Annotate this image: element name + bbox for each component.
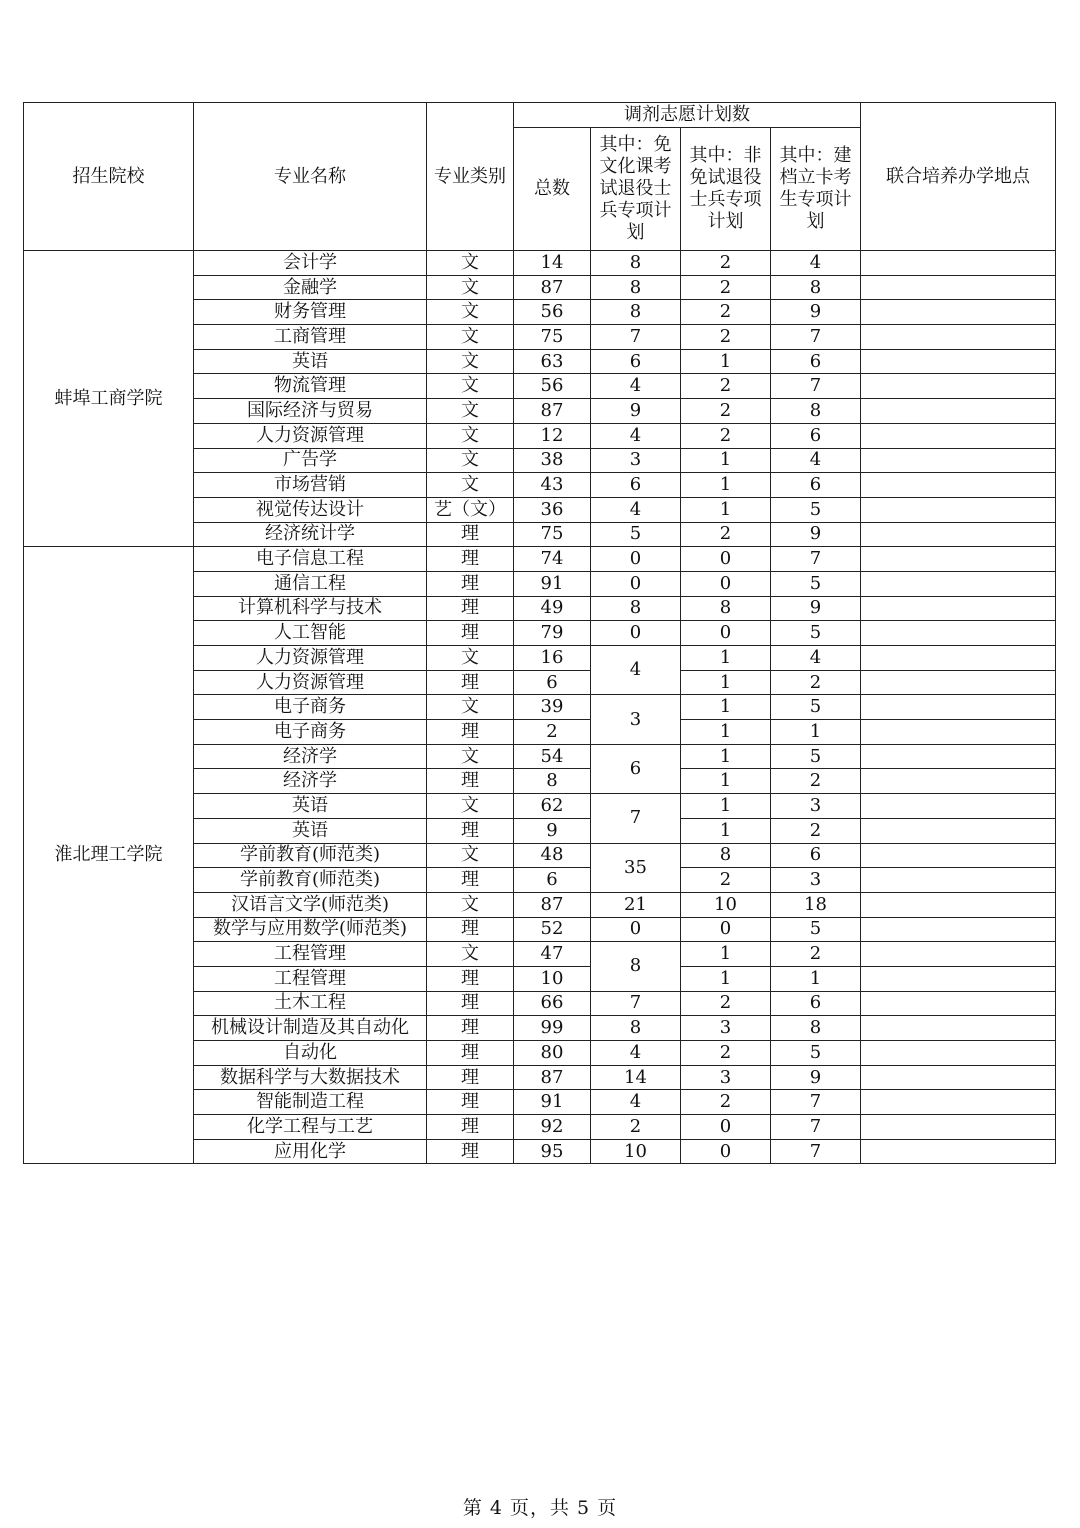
archived-cell: 5 [771,571,861,596]
location-cell [861,942,1056,967]
location-cell [861,473,1056,498]
category-cell: 文 [427,695,514,720]
category-cell: 文 [427,843,514,868]
major-cell: 经济统计学 [194,522,427,547]
category-cell: 艺（文） [427,497,514,522]
location-cell [861,621,1056,646]
total-cell: 8 [514,769,591,794]
total-cell: 36 [514,497,591,522]
total-cell: 9 [514,818,591,843]
archived-cell: 4 [771,251,861,276]
location-cell [861,374,1056,399]
major-cell: 学前教育(师范类) [194,868,427,893]
total-cell: 79 [514,621,591,646]
exempt-cell: 3 [591,448,681,473]
location-cell [861,251,1056,276]
major-cell: 学前教育(师范类) [194,843,427,868]
major-cell: 汉语言文学(师范类) [194,892,427,917]
exempt-cell: 0 [591,917,681,942]
nonexempt-cell: 1 [681,942,771,967]
header-plan-group: 调剂志愿计划数 [514,103,861,128]
location-cell [861,547,1056,572]
table-row [24,547,1056,572]
nonexempt-cell: 1 [681,744,771,769]
exempt-cell: 4 [591,374,681,399]
location-cell [861,769,1056,794]
school-cell: 淮北理工学院 [24,547,194,1164]
location-cell [861,300,1056,325]
location-cell [861,670,1056,695]
header-major: 专业名称 [194,103,427,251]
total-cell: 56 [514,374,591,399]
nonexempt-cell: 2 [681,300,771,325]
archived-cell: 5 [771,621,861,646]
nonexempt-cell: 0 [681,547,771,572]
major-cell: 计算机科学与技术 [194,596,427,621]
exempt-cell: 7 [591,325,681,350]
header-category: 专业类别 [427,103,514,251]
location-cell [861,892,1056,917]
header-nonexempt-veteran: 其中：非免试退役士兵专项计划 [681,128,771,251]
major-cell: 数据科学与大数据技术 [194,1065,427,1090]
location-cell [861,1139,1056,1164]
category-cell: 理 [427,1139,514,1164]
exempt-cell: 0 [591,571,681,596]
nonexempt-cell: 0 [681,621,771,646]
exempt-cell: 0 [591,621,681,646]
category-cell: 理 [427,571,514,596]
major-cell: 工程管理 [194,942,427,967]
location-cell [861,275,1056,300]
exempt-cell: 8 [591,275,681,300]
archived-cell: 6 [771,843,861,868]
major-cell: 人力资源管理 [194,646,427,671]
location-cell [861,1090,1056,1115]
nonexempt-cell: 1 [681,818,771,843]
major-cell: 数学与应用数学(师范类) [194,917,427,942]
header-location: 联合培养办学地点 [861,103,1056,251]
location-cell [861,448,1056,473]
exempt-cell: 4 [591,1041,681,1066]
archived-cell: 7 [771,1139,861,1164]
nonexempt-cell: 1 [681,448,771,473]
category-cell: 理 [427,670,514,695]
exempt-cell: 4 [591,1090,681,1115]
archived-cell: 9 [771,300,861,325]
major-cell: 工程管理 [194,966,427,991]
nonexempt-cell: 1 [681,349,771,374]
archived-cell: 3 [771,868,861,893]
total-cell: 6 [514,670,591,695]
exempt-cell: 2 [591,1115,681,1140]
major-cell: 人力资源管理 [194,670,427,695]
nonexempt-cell: 2 [681,399,771,424]
archived-cell: 6 [771,423,861,448]
total-cell: 6 [514,868,591,893]
total-cell: 56 [514,300,591,325]
total-cell: 87 [514,275,591,300]
exempt-cell: 8 [591,251,681,276]
major-cell: 会计学 [194,251,427,276]
nonexempt-cell: 2 [681,991,771,1016]
exempt-cell: 6 [591,349,681,374]
nonexempt-cell: 2 [681,251,771,276]
location-cell [861,571,1056,596]
header-total: 总数 [514,128,591,251]
total-cell: 43 [514,473,591,498]
nonexempt-cell: 8 [681,843,771,868]
archived-cell: 1 [771,966,861,991]
total-cell: 39 [514,695,591,720]
archived-cell: 4 [771,646,861,671]
nonexempt-cell: 0 [681,1139,771,1164]
major-cell: 应用化学 [194,1139,427,1164]
major-cell: 机械设计制造及其自动化 [194,1016,427,1041]
major-cell: 财务管理 [194,300,427,325]
nonexempt-cell: 1 [681,794,771,819]
exempt-cell: 8 [591,942,681,991]
major-cell: 经济学 [194,769,427,794]
exempt-cell: 7 [591,794,681,843]
nonexempt-cell: 2 [681,423,771,448]
nonexempt-cell: 0 [681,917,771,942]
category-cell: 理 [427,868,514,893]
category-cell: 文 [427,794,514,819]
category-cell: 文 [427,325,514,350]
nonexempt-cell: 2 [681,374,771,399]
total-cell: 91 [514,571,591,596]
archived-cell: 5 [771,744,861,769]
total-cell: 62 [514,794,591,819]
nonexempt-cell: 3 [681,1065,771,1090]
archived-cell: 4 [771,448,861,473]
nonexempt-cell: 1 [681,497,771,522]
total-cell: 87 [514,1065,591,1090]
major-cell: 广告学 [194,448,427,473]
archived-cell: 8 [771,399,861,424]
major-cell: 视觉传达设计 [194,497,427,522]
location-cell [861,843,1056,868]
total-cell: 87 [514,399,591,424]
category-cell: 文 [427,349,514,374]
exempt-cell: 4 [591,423,681,448]
major-cell: 英语 [194,818,427,843]
header-school: 招生院校 [24,103,194,251]
nonexempt-cell: 1 [681,720,771,745]
total-cell: 99 [514,1016,591,1041]
location-cell [861,917,1056,942]
total-cell: 52 [514,917,591,942]
category-cell: 文 [427,399,514,424]
total-cell: 80 [514,1041,591,1066]
location-cell [861,991,1056,1016]
category-cell: 文 [427,646,514,671]
archived-cell: 8 [771,275,861,300]
major-cell: 自动化 [194,1041,427,1066]
major-cell: 市场营销 [194,473,427,498]
category-cell: 理 [427,1016,514,1041]
total-cell: 74 [514,547,591,572]
archived-cell: 2 [771,769,861,794]
major-cell: 化学工程与工艺 [194,1115,427,1140]
exempt-cell: 0 [591,547,681,572]
category-cell: 理 [427,547,514,572]
header-row [24,103,1056,128]
major-cell: 土木工程 [194,991,427,1016]
archived-cell: 18 [771,892,861,917]
major-cell: 物流管理 [194,374,427,399]
category-cell: 理 [427,1041,514,1066]
category-cell: 文 [427,423,514,448]
exempt-cell: 35 [591,843,681,892]
archived-cell: 2 [771,818,861,843]
major-cell: 智能制造工程 [194,1090,427,1115]
total-cell: 48 [514,843,591,868]
total-cell: 92 [514,1115,591,1140]
page-footer: 第 4 页，共 5 页 [462,1497,618,1519]
exempt-cell: 7 [591,991,681,1016]
location-cell [861,1065,1056,1090]
location-cell [861,1041,1056,1066]
major-cell: 通信工程 [194,571,427,596]
archived-cell: 5 [771,1041,861,1066]
exempt-cell: 8 [591,596,681,621]
archived-cell: 7 [771,547,861,572]
location-cell [861,868,1056,893]
nonexempt-cell: 1 [681,966,771,991]
major-cell: 经济学 [194,744,427,769]
exempt-cell: 8 [591,300,681,325]
total-cell: 12 [514,423,591,448]
major-cell: 英语 [194,349,427,374]
category-cell: 文 [427,251,514,276]
nonexempt-cell: 1 [681,473,771,498]
nonexempt-cell: 2 [681,325,771,350]
location-cell [861,818,1056,843]
exempt-cell: 5 [591,522,681,547]
location-cell [861,325,1056,350]
exempt-cell: 6 [591,744,681,793]
archived-cell: 9 [771,1065,861,1090]
nonexempt-cell: 2 [681,522,771,547]
total-cell: 91 [514,1090,591,1115]
location-cell [861,399,1056,424]
location-cell [861,349,1056,374]
nonexempt-cell: 1 [681,646,771,671]
exempt-cell: 4 [591,646,681,695]
category-cell: 文 [427,744,514,769]
archived-cell: 7 [771,374,861,399]
major-cell: 国际经济与贸易 [194,399,427,424]
major-cell: 工商管理 [194,325,427,350]
exempt-cell: 14 [591,1065,681,1090]
category-cell: 文 [427,942,514,967]
nonexempt-cell: 2 [681,275,771,300]
table-row [24,251,1056,276]
archived-cell: 2 [771,670,861,695]
table-body [24,251,1056,1164]
archived-cell: 1 [771,720,861,745]
major-cell: 人工智能 [194,621,427,646]
nonexempt-cell: 1 [681,695,771,720]
location-cell [861,423,1056,448]
location-cell [861,966,1056,991]
nonexempt-cell: 2 [681,1090,771,1115]
location-cell [861,497,1056,522]
category-cell: 理 [427,991,514,1016]
nonexempt-cell: 0 [681,1115,771,1140]
archived-cell: 7 [771,1115,861,1140]
major-cell: 电子信息工程 [194,547,427,572]
exempt-cell: 21 [591,892,681,917]
nonexempt-cell: 1 [681,670,771,695]
category-cell: 理 [427,1115,514,1140]
category-cell: 理 [427,621,514,646]
location-cell [861,1016,1056,1041]
nonexempt-cell: 3 [681,1016,771,1041]
exempt-cell: 4 [591,497,681,522]
total-cell: 16 [514,646,591,671]
major-cell: 英语 [194,794,427,819]
header-exempt-veteran: 其中：免文化课考试退役士兵专项计划 [591,128,681,251]
category-cell: 文 [427,374,514,399]
total-cell: 2 [514,720,591,745]
total-cell: 95 [514,1139,591,1164]
category-cell: 文 [427,892,514,917]
archived-cell: 7 [771,1090,861,1115]
location-cell [861,1115,1056,1140]
archived-cell: 8 [771,1016,861,1041]
major-cell: 电子商务 [194,720,427,745]
location-cell [861,744,1056,769]
location-cell [861,596,1056,621]
total-cell: 38 [514,448,591,473]
archived-cell: 9 [771,522,861,547]
archived-cell: 3 [771,794,861,819]
archived-cell: 6 [771,349,861,374]
total-cell: 66 [514,991,591,1016]
category-cell: 文 [427,448,514,473]
category-cell: 文 [427,275,514,300]
archived-cell: 2 [771,942,861,967]
category-cell: 理 [427,966,514,991]
category-cell: 理 [427,917,514,942]
total-cell: 75 [514,325,591,350]
category-cell: 理 [427,818,514,843]
location-cell [861,522,1056,547]
location-cell [861,695,1056,720]
category-cell: 理 [427,720,514,745]
enrollment-plan-table [23,102,1056,1164]
location-cell [861,794,1056,819]
archived-cell: 7 [771,325,861,350]
nonexempt-cell: 0 [681,571,771,596]
exempt-cell: 9 [591,399,681,424]
nonexempt-cell: 2 [681,868,771,893]
nonexempt-cell: 2 [681,1041,771,1066]
exempt-cell: 3 [591,695,681,744]
total-cell: 49 [514,596,591,621]
exempt-cell: 10 [591,1139,681,1164]
nonexempt-cell: 10 [681,892,771,917]
location-cell [861,720,1056,745]
archived-cell: 5 [771,917,861,942]
major-cell: 人力资源管理 [194,423,427,448]
archived-cell: 9 [771,596,861,621]
nonexempt-cell: 8 [681,596,771,621]
category-cell: 理 [427,596,514,621]
location-cell [861,646,1056,671]
category-cell: 理 [427,522,514,547]
total-cell: 87 [514,892,591,917]
nonexempt-cell: 1 [681,769,771,794]
total-cell: 54 [514,744,591,769]
school-cell: 蚌埠工商学院 [24,251,194,547]
total-cell: 10 [514,966,591,991]
major-cell: 金融学 [194,275,427,300]
archived-cell: 6 [771,991,861,1016]
category-cell: 理 [427,769,514,794]
exempt-cell: 8 [591,1016,681,1041]
exempt-cell: 6 [591,473,681,498]
total-cell: 75 [514,522,591,547]
total-cell: 63 [514,349,591,374]
archived-cell: 6 [771,473,861,498]
major-cell: 电子商务 [194,695,427,720]
total-cell: 14 [514,251,591,276]
category-cell: 文 [427,300,514,325]
header-archived-student: 其中：建档立卡考生专项计划 [771,128,861,251]
archived-cell: 5 [771,695,861,720]
total-cell: 47 [514,942,591,967]
category-cell: 理 [427,1065,514,1090]
category-cell: 理 [427,1090,514,1115]
category-cell: 文 [427,473,514,498]
archived-cell: 5 [771,497,861,522]
